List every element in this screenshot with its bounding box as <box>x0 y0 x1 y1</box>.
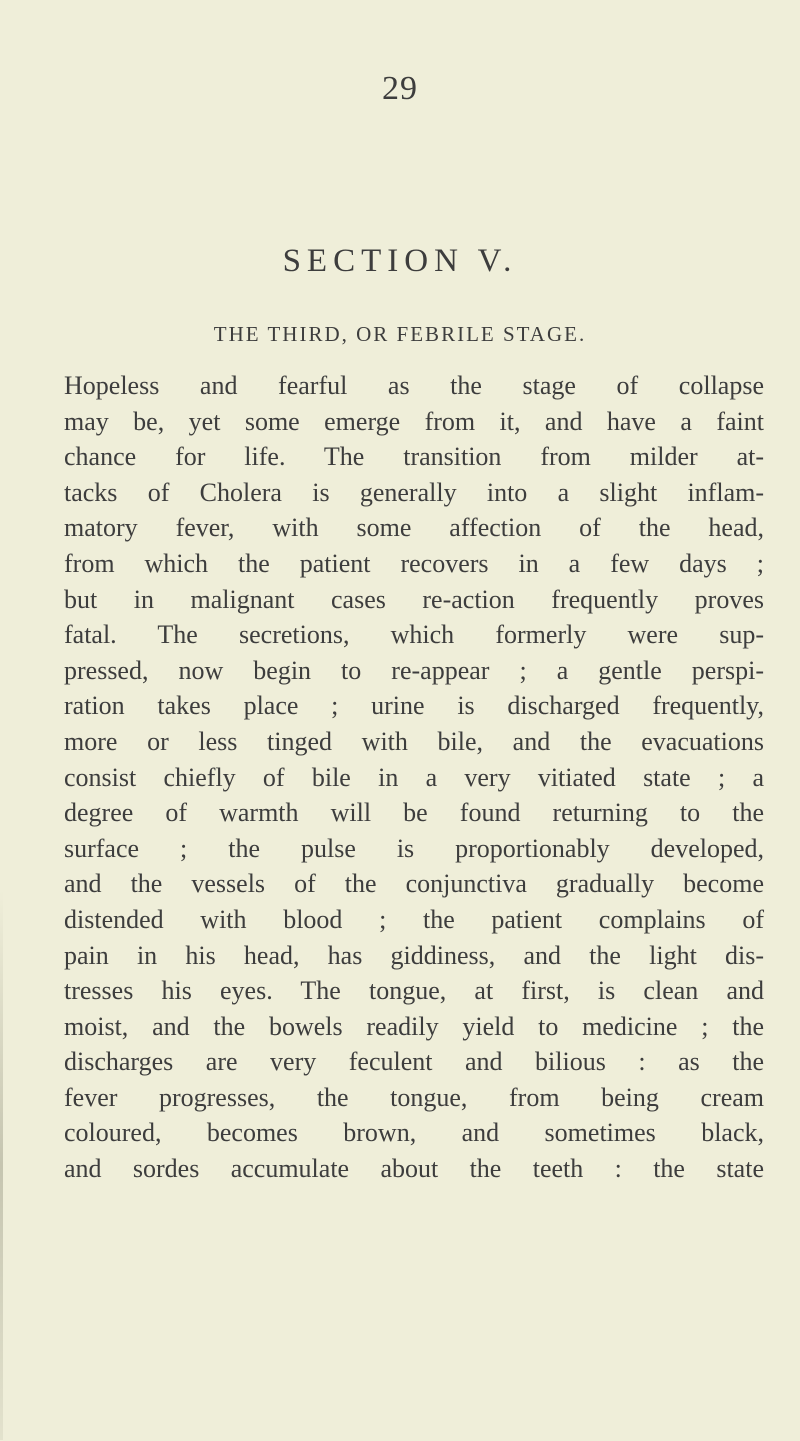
text-line: more or less tinged with bile, and the evacuations <box>64 726 764 756</box>
text-line: and sordes accumulate about the teeth : the state <box>64 1154 764 1184</box>
text-line: but in malignant cases re-action frequently proves <box>64 584 764 614</box>
text-line: fever progresses, the tongue, from being cream <box>64 1082 764 1112</box>
text-line: chance for life. The transition from milder at- <box>64 442 764 472</box>
text-line: tacks of Cholera is generally into a slight inflam- <box>64 477 764 507</box>
text-line: moist, and the bowels readily yield to medicine ; the <box>64 1011 764 1041</box>
page-edge-shadow <box>0 890 3 1440</box>
page-number: 29 <box>382 70 418 107</box>
text-line: fatal. The secretions, which formerly were sup- <box>64 620 764 650</box>
text-line: coloured, becomes brown, and sometimes black, <box>64 1118 764 1148</box>
text-line: pain in his head, has giddiness, and the light dis- <box>64 940 764 970</box>
text-line: tresses his eyes. The tongue, at first, is clean and <box>64 976 764 1006</box>
body-text <box>64 368 764 1187</box>
section-subtitle: THE THIRD, OR FEBRILE STAGE. <box>213 322 587 346</box>
text-line: from which the patient recovers in a few days ; <box>64 548 764 578</box>
text-line: and the vessels of the conjunctiva gradually become <box>64 869 764 899</box>
text-line: may be, yet some emerge from it, and have a faint <box>64 406 764 436</box>
text-line: ration takes place ; urine is discharged frequently, <box>64 691 764 721</box>
text-line: degree of warmth will be found returning to the <box>64 798 764 828</box>
text-line: consist chiefly of bile in a very vitiated state ; a <box>64 762 764 792</box>
section-heading: SECTION V. <box>282 243 518 279</box>
text-line: surface ; the pulse is proportionably developed, <box>64 833 764 863</box>
text-line: matory fever, with some affection of the head, <box>64 513 764 543</box>
text-line: discharges are very feculent and bilious : as the <box>64 1047 764 1077</box>
text-line: Hopeless and fearful as the stage of collapse <box>64 371 764 400</box>
text-line: distended with blood ; the patient complains of <box>64 904 764 934</box>
text-line: pressed, now begin to re-appear ; a gentle perspi- <box>64 655 764 685</box>
